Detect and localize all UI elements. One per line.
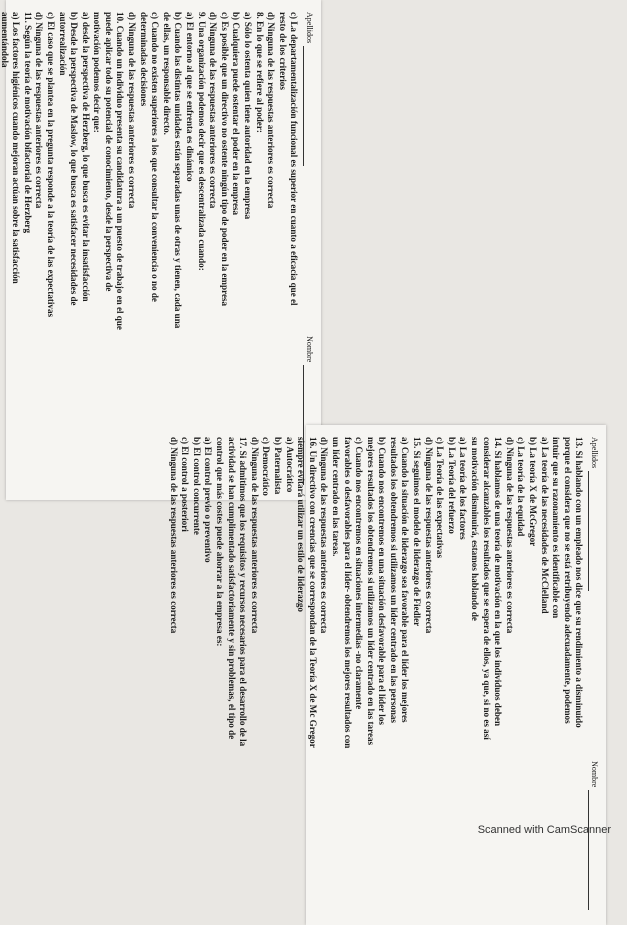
text-line: b) Cuando las distintas unidades están separadas unas de otras y tienen, cada una [173, 12, 184, 329]
text-line: c) El control a posteriori [180, 437, 191, 532]
text-line: d) Ninguna de las respuestas anteriores es correcta [168, 437, 179, 634]
text-line: control que más costes puede ahorrar a la empresa es: [215, 437, 225, 647]
text-line: actividad se han cumplimentado satisfactoriamente y sin problemas, el tipo de [226, 437, 237, 740]
surname-field [588, 437, 600, 591]
text-line: c) Cuando nos encontremos en situaciones intermedias -no claramente [354, 437, 365, 710]
text-line: 9. Una organización podemos decir que es descentralizada cuando: [196, 12, 207, 271]
text-line: b) Cuando nos encontremos en una situación desfavorable para el líder los [377, 437, 388, 725]
text-line: b) La Teoría del refuerzo [446, 437, 457, 534]
text-line: resto de los criterios [277, 12, 288, 90]
text-line: siempre evitará utilizar un estilo de liderazgo [296, 437, 307, 612]
text-line: d) Ninguna de las respuestas anteriores es correcta [208, 12, 219, 209]
text-line: mejores resultados los obtendremos si utilizamos un líder centrado en las tareas [365, 437, 376, 746]
name-label: Nombre [305, 336, 314, 363]
text-line: a) Sólo lo ostenta quien tiene autoridad en la empresa [243, 12, 254, 220]
text-line: 13. Si hablando con un empleado nos dice que su rendimiento a disminuido [574, 437, 585, 728]
text-line: puede aplicar todo su potencial de conocimiento, desde la perspectiva de [103, 12, 114, 292]
text-line: b) Cualquiera puede ostentar el poder en la empresa [231, 12, 242, 216]
text-line: b) El control concurrente [191, 437, 202, 535]
text-line: a) Los factores higiénicos cuando mejoran actúan sobre la satisfacción [11, 12, 22, 284]
text-line: a) El control previo o preventivo [203, 437, 214, 563]
text-line: 10. Cuando un individuo presenta su candidatura a un puesto de trabajo en el que [115, 12, 126, 330]
text-line: a) El entorno al que se enfrenta es dinámico [185, 12, 196, 182]
text-line: resultados los obtendremos si utilizamos un líder centrado en las personas [388, 437, 399, 723]
text-line: c) La departamentalización funcional es superior en cuanto a eficacia que el [289, 12, 300, 306]
text-line: d) Ninguna de las respuestas anteriores es correcta [423, 437, 434, 634]
text-line: c) El caso que se plantea en la pregunta responde a la teoría de las expectativas [45, 12, 56, 318]
text-line: b) Desde la perspectiva de Maslow, lo que busca es satisfacer necesidades de [69, 12, 80, 306]
text-line: un líder centrado en las tareas. [330, 437, 341, 557]
scanner-watermark: Scanned with CamScanner [477, 824, 611, 836]
text-line: d) Ninguna de las respuestas anteriores es correcta [266, 12, 277, 209]
text-line: b) Paternalista [272, 437, 283, 495]
name-blank [588, 790, 589, 910]
text-line: a) Autocrático [284, 437, 295, 493]
surname-blank [303, 46, 304, 166]
text-line: c) Democrático [261, 437, 272, 496]
text-line: autorrealización [57, 12, 68, 76]
text-line: 15. Si seguimos el modelo de liderazgo de Fiedler [412, 437, 423, 627]
text-line: 11. Según la teoría de motivación bifactorial de Herzberg [22, 12, 33, 233]
text-line: c) La Teoría de las expectativas [435, 437, 446, 558]
text-line: intuir que su razonamiento es identificable con [551, 437, 562, 619]
text-line: b) La teoría X de McGregor [528, 437, 539, 547]
exam-page-right [168, 425, 606, 925]
text-line: motivación podemos decir que: [92, 12, 103, 133]
text-line: d) Ninguna de las respuestas anteriores es correcta [127, 12, 138, 209]
text-line: 14. Si hablamos de una teoría de motivación en la que los individuos deben [493, 437, 504, 727]
text-line: considerar alcanzables los resultados que se espera de ellos, ya que, si no es así [481, 437, 492, 740]
text-line: 16. Un directivo con creencias que se correspondan de la Teoría X de Mc Gregor [307, 437, 318, 748]
name-label: Nombre [590, 761, 599, 788]
text-line: c) La teoría de la equidad [516, 437, 527, 537]
text-line: 8. En lo que se refiere al poder: [254, 12, 265, 133]
text-line: determinadas decisiones [138, 12, 149, 107]
text-line: a) La teoría de las necesidades de McClelland [539, 437, 550, 614]
text-line: 17. Si admitimos que los requisitos y recursos necesarios para el desarrollo de la [238, 437, 249, 747]
text-line: d) Ninguna de las respuestas anteriores es correcta [249, 437, 260, 634]
surname-label: Apellidos [590, 437, 599, 469]
text-line: aumentándola [0, 12, 10, 68]
surname-field [303, 12, 315, 166]
text-line: d) Ninguna de las respuestas anteriores es correcta [34, 12, 45, 209]
text-line: a) La teoría de los factores [458, 437, 469, 540]
page-header [303, 12, 315, 488]
text-line: d) Ninguna de las respuestas anteriores es correcta [319, 437, 330, 634]
text-line: a) Cuando la situación de liderazgo sea favorable para el líder los mejores [400, 437, 411, 723]
page-header [588, 437, 600, 913]
text-line: c) Es posible que un directivo no ostente ningún tipo de poder en la empresa [219, 12, 230, 307]
question-text-block [167, 437, 584, 913]
text-line: a) desde la perspectiva de Herzberg, lo que busca es evitar la insatisfacción [80, 12, 91, 302]
surname-blank [588, 471, 589, 591]
text-line: su motivación disminuirá, estamos hablando de [470, 437, 481, 621]
text-line: c) Cuando no existen superiores a los que consultar la conveniencia o no de [150, 12, 161, 302]
text-line: d) Ninguna de las respuestas anteriores es correcta [504, 437, 515, 634]
exam-page-left [0, 0, 321, 500]
text-line: porque el considera que no se está retribuyendo adecuadamente, podemos [562, 437, 573, 724]
text-line: favorables o desfavorables para el líder- obtendremos los mejores resultados con [342, 437, 353, 749]
text-line: de ellas, un responsable directo. [161, 12, 172, 135]
surname-label: Apellidos [305, 12, 314, 44]
question-text-block [0, 12, 299, 488]
